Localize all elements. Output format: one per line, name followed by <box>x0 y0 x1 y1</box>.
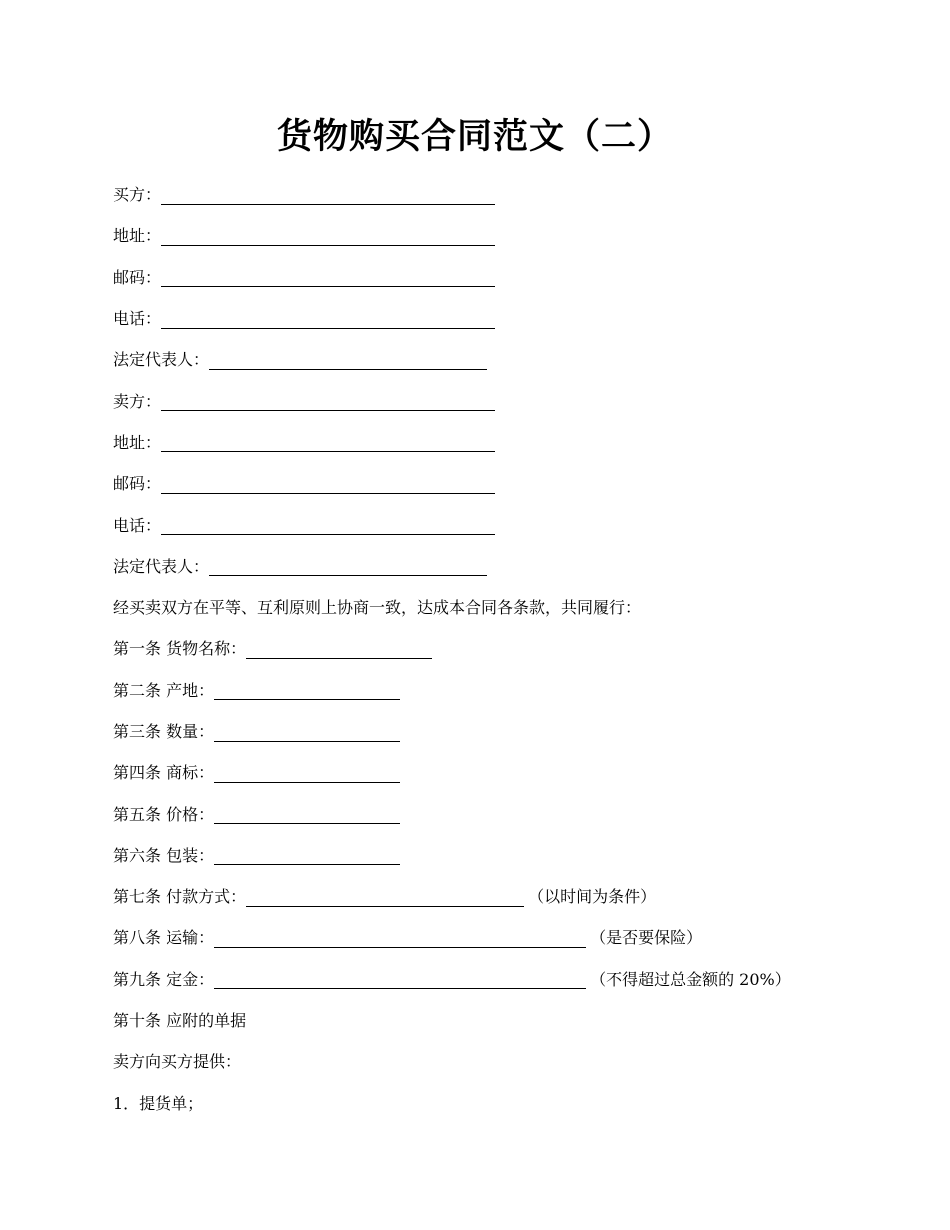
article-10-line <box>113 999 853 1040</box>
article-7-line <box>113 875 853 916</box>
buyer-party-blank <box>161 186 495 205</box>
article-6-label: 第六条 包装： <box>113 845 215 865</box>
buyer-party-label: 买方： <box>113 185 162 205</box>
article-7-label: 第七条 付款方式： <box>113 887 247 907</box>
seller-party-label: 卖方： <box>113 391 162 411</box>
seller-rep-line <box>113 545 853 586</box>
article-1-label: 第一条 货物名称： <box>113 639 247 659</box>
seller-party-blank <box>161 392 495 411</box>
buyer-phone-label: 电话： <box>113 309 162 329</box>
buyer-phone-blank <box>161 310 495 329</box>
article-8-label: 第八条 运输： <box>113 928 215 948</box>
article-5-line <box>113 792 853 833</box>
article-4-label: 第四条 商标： <box>113 763 215 783</box>
article-9-note: （不得超过总金额的 20%） <box>590 969 791 989</box>
preamble-text: 经买卖双方在平等、互利原则上协商一致，达成本合同各条款，共同履行： <box>113 598 642 618</box>
seller-phone-line <box>113 503 853 544</box>
article-4-line <box>113 751 853 792</box>
article-8-blank <box>214 929 586 948</box>
article-1-line <box>113 627 853 668</box>
buyer-phone-line <box>113 297 853 338</box>
article-9-line <box>113 958 853 999</box>
seller-party-line <box>113 379 853 420</box>
seller-phone-blank <box>161 516 495 535</box>
buyer-rep-label: 法定代表人： <box>113 350 210 370</box>
seller-postcode-line <box>113 462 853 503</box>
article-3-blank <box>214 723 400 742</box>
article-5-label: 第五条 价格： <box>113 804 215 824</box>
article-8-note: （是否要保险） <box>590 928 703 948</box>
seller-rep-label: 法定代表人： <box>113 556 210 576</box>
article-6-line <box>113 834 853 875</box>
seller-address-blank <box>161 433 495 452</box>
seller-postcode-label: 邮码： <box>113 474 162 494</box>
article-8-line <box>113 916 853 957</box>
seller-postcode-blank <box>161 475 495 494</box>
buyer-postcode-blank <box>161 268 495 287</box>
article-3-label: 第三条 数量： <box>113 722 215 741</box>
article-2-label: 第二条 产地： <box>113 680 215 700</box>
article-6-blank <box>214 846 400 865</box>
article-9-label: 第九条 定金： <box>113 969 215 989</box>
seller-provides-text: 卖方向买方提供： <box>113 1052 242 1072</box>
article-7-note: （以时间为条件） <box>528 887 657 907</box>
article-10-label: 第十条 应附的单据 <box>113 1011 247 1031</box>
buyer-party-line <box>113 173 853 214</box>
seller-address-label: 地址： <box>113 432 162 452</box>
buyer-postcode-line <box>113 256 853 297</box>
article-9-blank <box>214 970 586 989</box>
seller-address-line <box>113 421 853 462</box>
buyer-address-blank <box>161 227 495 246</box>
article-4-blank <box>214 764 400 783</box>
article-2-blank <box>214 681 400 700</box>
buyer-address-label: 地址： <box>113 226 162 246</box>
contract-body <box>113 173 853 1123</box>
article-2-line <box>113 669 853 710</box>
buyer-address-line <box>113 214 853 255</box>
seller-phone-label: 电话： <box>113 515 162 535</box>
article-5-blank <box>214 805 400 824</box>
buyer-rep-line <box>113 338 853 379</box>
seller-provides-line <box>113 1040 853 1081</box>
seller-rep-blank <box>209 557 487 576</box>
article-3-line <box>113 710 853 751</box>
article-1-blank <box>246 640 432 659</box>
buyer-rep-blank <box>209 351 487 370</box>
article-7-blank <box>246 888 524 907</box>
item-1-line <box>113 1082 853 1123</box>
document-title: 货物购买合同范文（二） <box>276 116 673 157</box>
buyer-postcode-label: 邮码： <box>113 267 162 287</box>
preamble-line <box>113 586 853 627</box>
item-1-text: 1．提货单； <box>113 1093 204 1113</box>
